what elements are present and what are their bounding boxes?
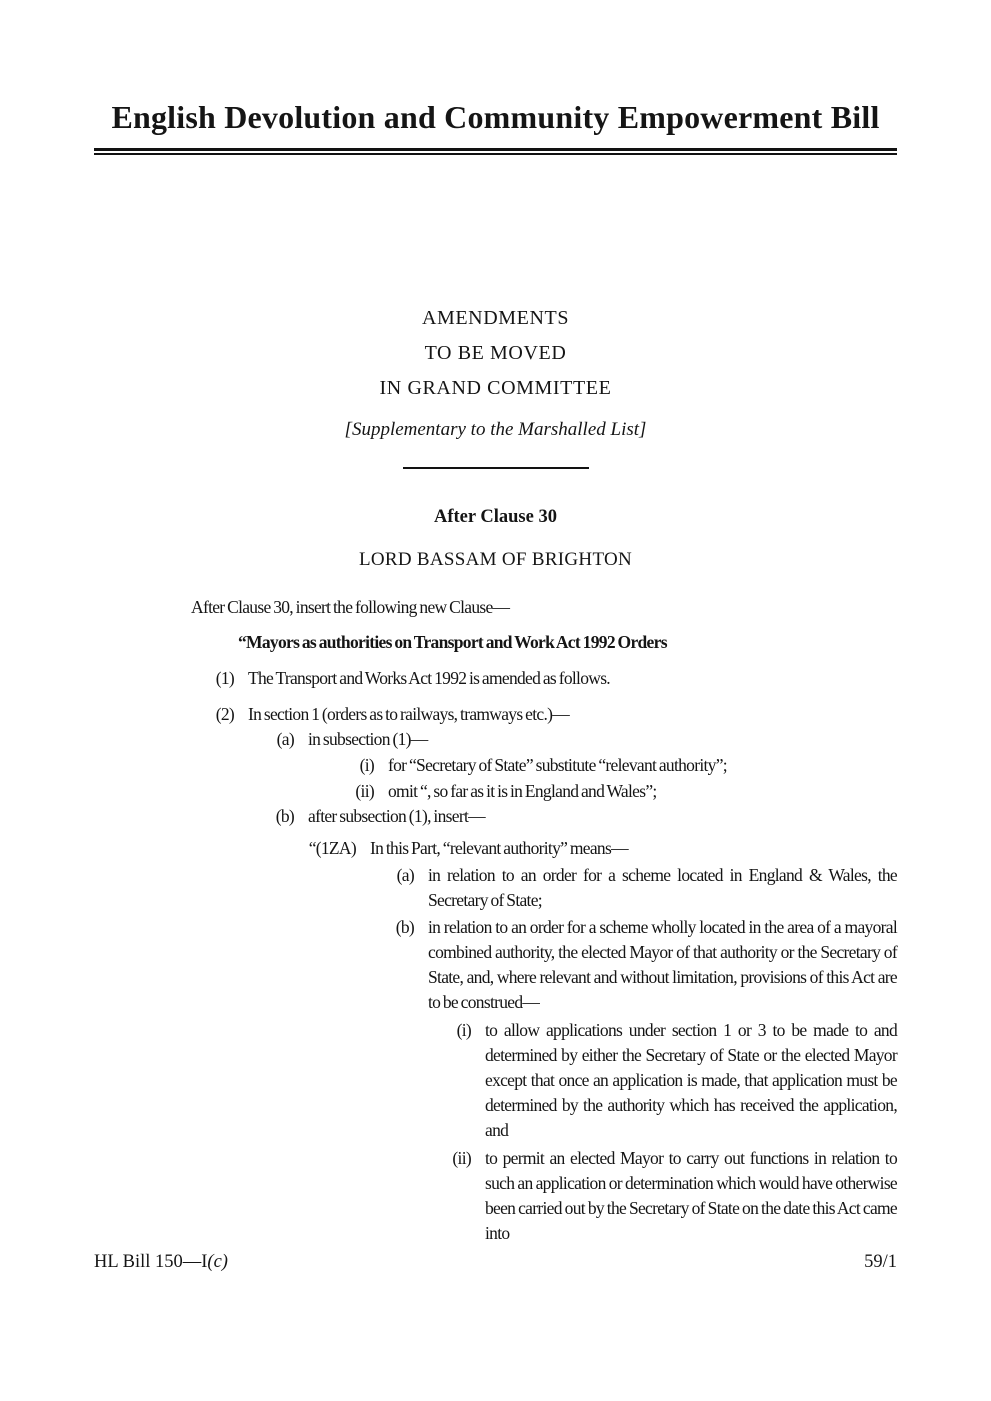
item-number: (ii) [452, 1148, 471, 1168]
item-text: after subsection (1), insert— [308, 806, 485, 826]
item-number: (a) [396, 865, 414, 885]
page-title: English Devolution and Community Empowerment Bill [111, 99, 880, 135]
item-text: in subsection (1)— [308, 729, 428, 749]
amendments-heading: AMENDMENTS [421, 307, 570, 329]
item-text: for “Secretary of State” substitute “relevant authority”; [388, 755, 727, 775]
bill-ref-text: HL Bill 150—I [94, 1252, 208, 1272]
item-text: In section 1 (orders as to railways, tramways etc.)— [248, 704, 570, 724]
new-clause-title: “Mayors as authorities on Transport and Work Act 1992 Orders [238, 632, 667, 652]
separator-rule [403, 467, 589, 469]
amendment-instruction: After Clause 30, insert the following new Clause— [191, 597, 510, 617]
item-number: “(1ZA) [308, 838, 356, 858]
title-rule [94, 148, 897, 155]
amendment-item [94, 836, 897, 861]
item-text: in relation to an order for a scheme located in England & Wales, the Secretary of State; [428, 865, 897, 910]
clause-place-heading: After Clause 30 [434, 507, 557, 527]
item-text: to permit an elected Mayor to carry out functions in relation to such an application or determination which would have otherwise been carried out by the Secretary of State on the date this Act came into [485, 1148, 897, 1243]
item-number: (b) [395, 917, 414, 937]
item-number: (b) [275, 806, 294, 826]
amendment-item [94, 779, 897, 804]
item-number: (i) [359, 755, 374, 775]
amendment-item [94, 753, 897, 778]
in-grand-committee-heading: IN GRAND COMMITTEE [379, 377, 612, 399]
item-text: In this Part, “relevant authority” means— [370, 838, 628, 858]
mover-name: LORD BASSAM OF BRIGHTON [358, 549, 633, 570]
amendment-page-number: 59/1 [864, 1252, 897, 1272]
item-number: (a) [276, 729, 294, 749]
amendment-item [94, 804, 897, 829]
item-text: omit “, so far as it is in England and Wales”; [388, 781, 657, 801]
amendment-item [94, 915, 897, 1015]
amendment-item [94, 863, 897, 913]
amendment-item [94, 702, 897, 727]
amendment-item [94, 666, 897, 691]
item-number: (2) [215, 704, 234, 724]
item-text: The Transport and Works Act 1992 is amended as follows. [248, 668, 610, 688]
item-number: (ii) [355, 781, 374, 801]
bill-ref-suffix: (c) [207, 1252, 228, 1272]
bill-reference [94, 1250, 228, 1275]
item-text: in relation to an order for a scheme wholly located in the area of a mayoral combined authority, the elected Mayor of that authority or the Secretary of State, and, where relevant and without limitation, provisions of this Act are to be construed— [428, 917, 897, 1012]
item-number: (i) [456, 1020, 471, 1040]
item-text: to allow applications under section 1 or 3 to be made to and determined by either the Secretary of State or the elected Mayor except that once an application is made, that application must be determined by the authority which has received the application, and [485, 1020, 897, 1140]
item-number: (1) [215, 668, 234, 688]
amendment-item [94, 1146, 897, 1246]
amendment-item [94, 1018, 897, 1143]
to-be-moved-heading: TO BE MOVED [424, 342, 567, 364]
supplementary-note: [Supplementary to the Marshalled List] [344, 419, 647, 440]
amendment-item [94, 727, 897, 752]
page-footer [94, 1250, 897, 1275]
